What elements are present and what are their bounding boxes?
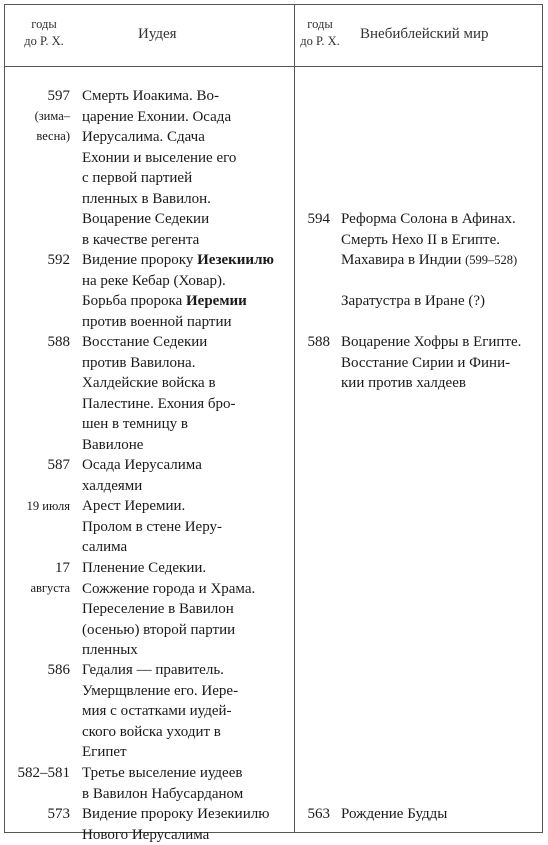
center-divider (294, 5, 295, 832)
world-entry-594-mahavira: Махавира в Индии (341, 252, 466, 268)
judea-entry-592 (82, 250, 274, 332)
judea-entry-592-ezekiel: Иезекиилю (197, 252, 274, 268)
world-date-594: 594 (307, 211, 330, 227)
judea-entry-587: Осада Иерусалима халдеями (82, 457, 202, 494)
date-588: 588 (47, 334, 70, 350)
world-entry-594-main: Реформа Солона в Афинах. Смерть Нехо II в Египте. (341, 211, 516, 248)
date-17-august: августа (30, 581, 70, 595)
header-years-left-line1: годы (31, 17, 57, 31)
judea-entry-573: Видение пророку Иезекиилю Нового Иерусалима (82, 806, 270, 843)
date-592: 592 (47, 252, 70, 268)
judea-entry-588: Восстание Седекии против Вавилона. Халдейские войска в Палестине. Ехония бро- шен в темницу в Вавилоне (82, 334, 236, 453)
date-597-line2: (зима– (34, 109, 70, 123)
world-entry-zarathustra: Заратустра в Иране (?) (341, 293, 486, 309)
date-573: 573 (47, 806, 70, 822)
world-entry-588: Воцарение Хофры в Египте. Восстание Сирии и Фини- кии против халдеев (341, 334, 522, 391)
header-years-right (290, 16, 350, 50)
date-586: 586 (47, 662, 70, 678)
world-entry-594-mahavira-years: (599–528) (465, 253, 518, 267)
header-judea: Иудея (138, 26, 177, 42)
judea-entry-582-581: Третье выселение иудеев в Вавилон Набусарданом (82, 765, 244, 802)
world-date-588: 588 (307, 334, 330, 350)
header-years-left (14, 16, 74, 50)
judea-entry-17-august: Пленение Седекии. Сожжение города и Храма. Переселение в Вавилон (осенью) второй партии пленных (82, 560, 256, 658)
header-years-right-line2: до Р. Х. (300, 34, 340, 48)
date-19-july: 19 июля (26, 499, 70, 513)
date-597: 597 (47, 88, 70, 104)
world-entry-563: Рождение Будды (341, 806, 448, 822)
header-years-left-line2: до Р. Х. (24, 34, 64, 48)
date-597-line3: весна) (36, 129, 70, 143)
judea-entry-592-part3: против военной партии (82, 313, 232, 330)
header-divider (5, 66, 542, 67)
judea-entry-592-part1: Видение пророку (82, 252, 198, 268)
date-587: 587 (47, 457, 70, 473)
judea-entry-19-july: Арест Иеремии. Пролом в стене Иеру- салима (82, 498, 223, 555)
world-entry-594 (341, 209, 517, 271)
world-date-563: 563 (307, 806, 330, 822)
date-17: 17 (55, 560, 70, 576)
header-years-right-line1: годы (307, 17, 333, 31)
header-world: Внебиблейский мир (360, 26, 489, 42)
judea-entry-586: Гедалия — правитель. Умерщвление его. Иере- мия с остатками иудей- ского войска уходит в Египет (82, 662, 239, 760)
judea-entry-592-part2: на реке Кебар (Ховар). Борьба пророка (82, 272, 226, 309)
judea-entry-592-jeremiah: Иеремии (186, 293, 247, 309)
judea-entry-597: Смерть Иоакима. Во- царение Ехонии. Осада Иерусалима. Сдача Ехонии и выселение его с первой партией пленных в Вавилон. Воцарение Седекии в качестве регента (82, 88, 237, 248)
date-582-581: 582–581 (17, 765, 70, 781)
